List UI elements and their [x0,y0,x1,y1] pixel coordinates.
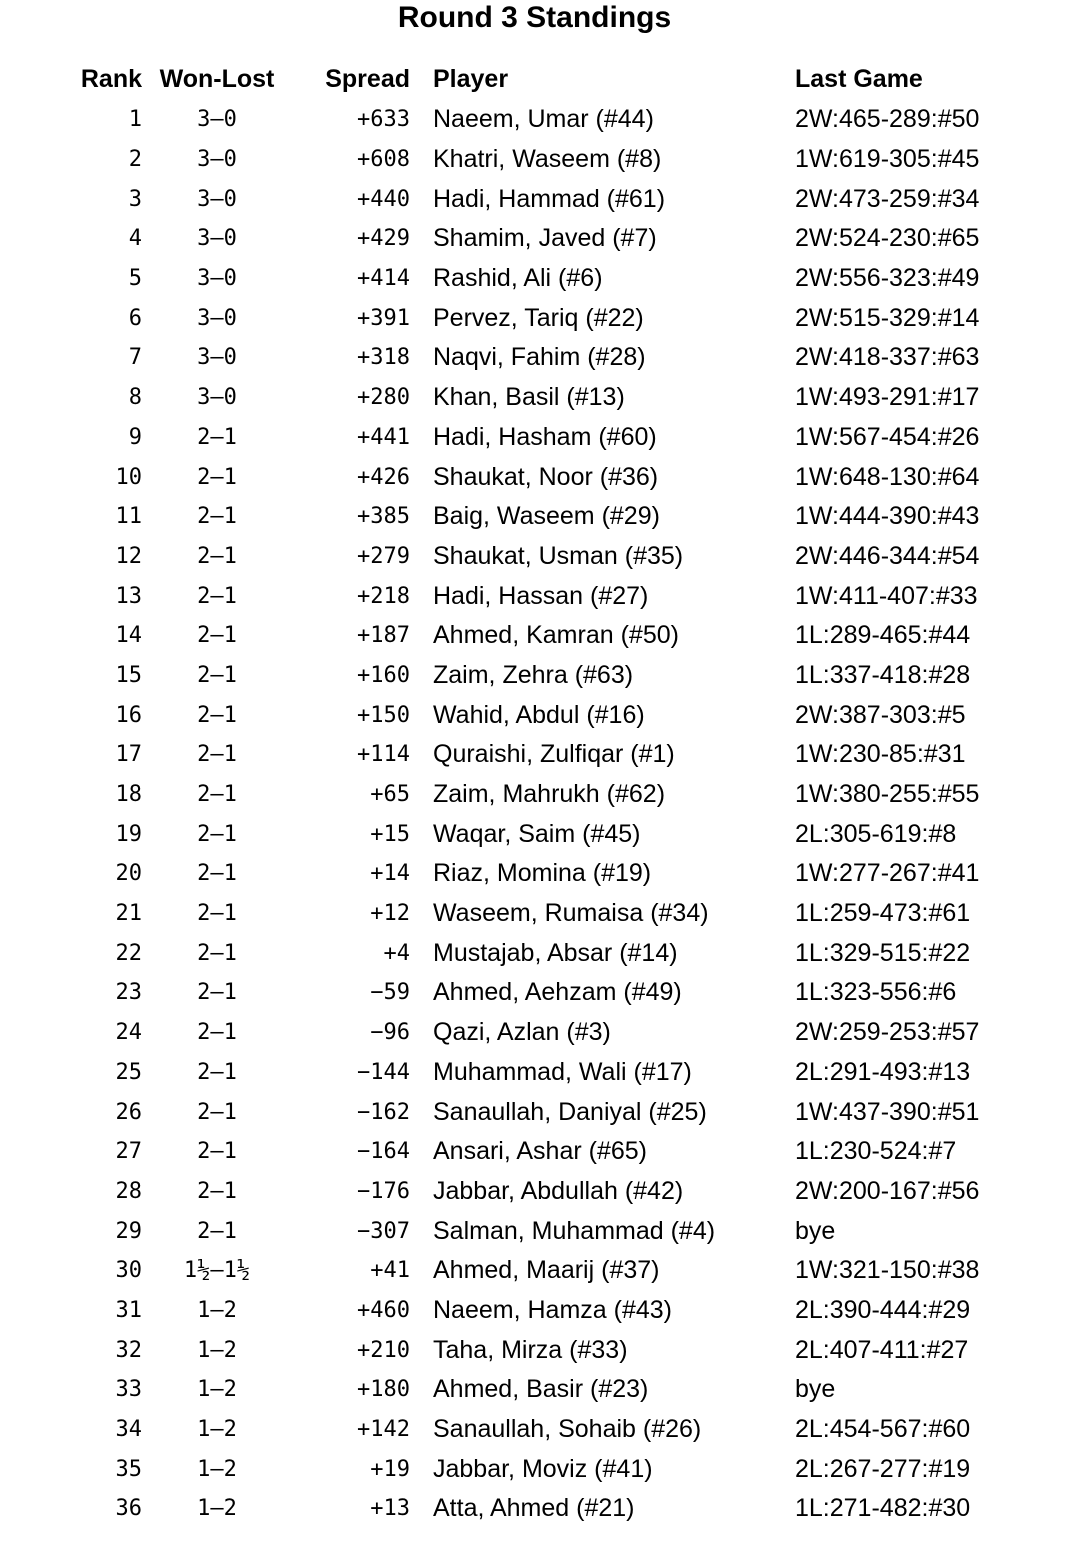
rank-cell: 5 [128,266,142,292]
last-game-cell: 2L:291-493:#13 [795,1057,971,1086]
last-game-cell: 1L:230-524:#7 [795,1137,957,1166]
last-game-cell: 2W:387-303:#5 [795,700,966,729]
table-row [62,378,979,418]
player-cell: Hadi, Hasham (#60) [433,422,657,451]
table-header-row [62,58,979,100]
spread-cell: +19 [370,1456,410,1482]
last-game-cell: 2W:200-167:#56 [795,1176,980,1205]
won-lost-cell: 3–0 [197,305,237,331]
table-row [62,1449,979,1489]
table-row [62,616,979,656]
spread-cell: +385 [357,504,410,530]
spread-cell: +414 [357,266,410,292]
last-game-cell: 1W:437-390:#51 [795,1097,980,1126]
player-cell: Ahmed, Kamran (#50) [433,621,679,650]
spread-cell: +318 [357,345,410,371]
rank-cell: 28 [115,1178,142,1204]
rank-cell: 13 [115,583,142,609]
table-row [62,576,979,616]
page-title: Round 3 Standings [397,1,672,34]
player-cell: Hadi, Hammad (#61) [433,184,666,213]
player-cell: Jabbar, Abdullah (#42) [433,1176,684,1205]
table-row [62,814,979,854]
player-cell: Zaim, Mahrukh (#62) [433,780,666,809]
spread-cell: +441 [357,424,410,450]
player-cell: Hadi, Hassan (#27) [433,581,649,610]
table-row [62,1489,979,1529]
table-row [62,1211,979,1251]
rank-cell: 29 [115,1218,142,1244]
spread-cell: +279 [357,543,410,569]
won-lost-cell: 2–1 [197,1020,237,1046]
won-lost-cell: 2–1 [197,464,237,490]
table-row [62,894,979,934]
last-game-cell: 1L:271-482:#30 [795,1494,971,1523]
last-game-cell: 1W:648-130:#64 [795,462,980,491]
spread-cell: +187 [357,623,410,649]
player-cell: Jabbar, Moviz (#41) [433,1454,653,1483]
table-row [62,497,979,537]
last-game-cell: 2L:267-277:#19 [795,1454,971,1483]
table-row [62,854,979,894]
standings-table [62,58,979,1529]
last-game-cell: 1W:567-454:#26 [795,422,980,451]
player-cell: Mustajab, Absar (#14) [433,938,678,967]
spread-cell: +14 [370,861,410,887]
spread-cell: +280 [357,385,410,411]
player-cell: Ahmed, Aehzam (#49) [433,978,682,1007]
table-row [62,418,979,458]
rank-cell: 3 [128,186,142,212]
table-row [62,1013,979,1053]
won-lost-cell: 3–0 [197,266,237,292]
won-lost-cell: 2–1 [197,1059,237,1085]
spread-cell: +160 [357,662,410,688]
last-game-cell: 1W:411-407:#33 [795,581,978,610]
won-lost-cell: 1–2 [197,1377,237,1403]
player-cell: Shamim, Javed (#7) [433,224,657,253]
last-game-cell: bye [795,1216,836,1245]
rank-cell: 1 [128,107,142,133]
won-lost-cell: 3–0 [197,385,237,411]
table-row [62,1132,979,1172]
spread-cell: −164 [357,1139,410,1165]
spread-cell: −144 [357,1059,410,1085]
last-game-cell: 2W:473-259:#34 [795,184,980,213]
player-cell: Sanaullah, Daniyal (#25) [433,1097,707,1126]
won-lost-cell: 3–0 [197,345,237,371]
last-game-cell: 2W:446-344:#54 [795,541,980,570]
rank-cell: 17 [115,742,142,768]
spread-cell: +210 [357,1337,410,1363]
player-cell: Salman, Muhammad (#4) [433,1216,716,1245]
table-row [62,259,979,299]
spread-cell: −307 [357,1218,410,1244]
won-lost-cell: 2–1 [197,742,237,768]
player-cell: Ahmed, Basir (#23) [433,1375,649,1404]
player-cell: Khan, Basil (#13) [433,383,625,412]
player-cell: Shaukat, Noor (#36) [433,462,659,491]
table-row [62,1092,979,1132]
won-lost-cell: 1–2 [197,1297,237,1323]
won-lost-cell: 2–1 [197,662,237,688]
table-row [62,219,979,259]
player-cell: Wahid, Abdul (#16) [433,700,645,729]
rank-cell: 9 [128,424,142,450]
won-lost-cell: 1–2 [197,1496,237,1522]
spread-cell: +391 [357,305,410,331]
last-game-cell: 2W:524-230:#65 [795,224,980,253]
table-row [62,338,979,378]
last-game-cell: 2W:556-323:#49 [795,264,980,293]
player-cell: Waqar, Saim (#45) [433,819,641,848]
last-game-cell: 1W:444-390:#43 [795,502,980,531]
won-lost-cell: 1½–1½ [183,1258,251,1284]
rank-cell: 6 [128,305,142,331]
column-header-last-game: Last Game [795,64,923,93]
won-lost-cell: 2–1 [197,702,237,728]
last-game-cell: bye [795,1375,836,1404]
column-header-spread: Spread [325,64,410,93]
last-game-cell: 1W:321-150:#38 [795,1256,980,1285]
rank-cell: 16 [115,702,142,728]
column-header-player: Player [433,64,509,93]
spread-cell: +440 [357,186,410,212]
table-row [62,537,979,577]
won-lost-cell: 2–1 [197,861,237,887]
table-row [62,1370,979,1410]
spread-cell: +608 [357,147,410,173]
rank-cell: 27 [115,1139,142,1165]
column-header-rank: Rank [80,64,142,93]
won-lost-cell: 2–1 [197,1218,237,1244]
spread-cell: +180 [357,1377,410,1403]
last-game-cell: 2W:515-329:#14 [795,303,980,332]
player-cell: Sanaullah, Sohaib (#26) [433,1415,702,1444]
player-cell: Ahmed, Maarij (#37) [433,1256,660,1285]
rank-cell: 26 [115,1099,142,1125]
rank-cell: 18 [115,782,142,808]
player-cell: Naeem, Hamza (#43) [433,1295,672,1324]
rank-cell: 25 [115,1059,142,1085]
spread-cell: +460 [357,1297,410,1323]
spread-cell: +142 [357,1417,410,1443]
player-cell: Zaim, Zehra (#63) [433,660,634,689]
won-lost-cell: 2–1 [197,543,237,569]
rank-cell: 31 [115,1297,142,1323]
last-game-cell: 2L:305-619:#8 [795,819,957,848]
rank-cell: 20 [115,861,142,887]
rank-cell: 2 [128,147,142,173]
player-cell: Atta, Ahmed (#21) [433,1494,635,1523]
player-cell: Naeem, Umar (#44) [433,105,654,134]
spread-cell: −59 [370,980,410,1006]
rank-cell: 24 [115,1020,142,1046]
won-lost-cell: 2–1 [197,1139,237,1165]
rank-cell: 36 [115,1496,142,1522]
won-lost-cell: 2–1 [197,583,237,609]
won-lost-cell: 2–1 [197,1178,237,1204]
rank-cell: 8 [128,385,142,411]
player-cell: Riaz, Momina (#19) [433,859,652,888]
table-row [62,140,979,180]
last-game-cell: 1W:230-85:#31 [795,740,966,769]
spread-cell: −176 [357,1178,410,1204]
rank-cell: 21 [115,901,142,927]
table-row [62,179,979,219]
rank-cell: 35 [115,1456,142,1482]
last-game-cell: 2W:259-253:#57 [795,1018,980,1047]
last-game-cell: 2L:407-411:#27 [795,1335,969,1364]
last-game-cell: 1L:289-465:#44 [795,621,971,650]
won-lost-cell: 1–2 [197,1456,237,1482]
rank-cell: 14 [115,623,142,649]
won-lost-cell: 3–0 [197,186,237,212]
rank-cell: 22 [115,940,142,966]
player-cell: Baig, Waseem (#29) [433,502,660,531]
won-lost-cell: 2–1 [197,1099,237,1125]
table-row [62,457,979,497]
won-lost-cell: 2–1 [197,424,237,450]
player-cell: Ansari, Ashar (#65) [433,1137,647,1166]
rank-cell: 12 [115,543,142,569]
won-lost-cell: 1–2 [197,1337,237,1363]
table-row [62,1172,979,1212]
table-row [62,100,979,140]
rank-cell: 11 [115,504,142,530]
spread-cell: +114 [357,742,410,768]
player-cell: Taha, Mirza (#33) [433,1335,628,1364]
table-row [62,1330,979,1370]
won-lost-cell: 2–1 [197,980,237,1006]
table-row [62,298,979,338]
table-row [62,735,979,775]
rank-cell: 10 [115,464,142,490]
last-game-cell: 2W:465-289:#50 [795,105,980,134]
rank-cell: 7 [128,345,142,371]
won-lost-cell: 2–1 [197,940,237,966]
rank-cell: 33 [115,1377,142,1403]
player-cell: Waseem, Rumaisa (#34) [433,899,709,928]
table-row [62,1291,979,1331]
last-game-cell: 1W:493-291:#17 [795,383,980,412]
table-row [62,1053,979,1093]
rank-cell: 19 [115,821,142,847]
spread-cell: +218 [357,583,410,609]
spread-cell: +65 [370,782,410,808]
spread-cell: −96 [370,1020,410,1046]
won-lost-cell: 2–1 [197,901,237,927]
player-cell: Rashid, Ali (#6) [433,264,603,293]
won-lost-cell: 2–1 [197,782,237,808]
player-cell: Pervez, Tariq (#22) [433,303,644,332]
rank-cell: 30 [115,1258,142,1284]
rank-cell: 15 [115,662,142,688]
spread-cell: +12 [370,901,410,927]
won-lost-cell: 1–2 [197,1417,237,1443]
last-game-cell: 1L:323-556:#6 [795,978,957,1007]
last-game-cell: 2L:454-567:#60 [795,1415,971,1444]
last-game-cell: 1W:619-305:#45 [795,145,980,174]
last-game-cell: 2W:418-337:#63 [795,343,980,372]
won-lost-cell: 2–1 [197,821,237,847]
won-lost-cell: 3–0 [197,226,237,252]
last-game-cell: 2L:390-444:#29 [795,1295,971,1324]
table-row [62,1251,979,1291]
table-row [62,1410,979,1450]
won-lost-cell: 2–1 [197,623,237,649]
player-cell: Khatri, Waseem (#8) [433,145,662,174]
last-game-cell: 1L:329-515:#22 [795,938,971,967]
spread-cell: +4 [383,940,410,966]
table-row [62,656,979,696]
last-game-cell: 1W:277-267:#41 [795,859,980,888]
table-row [62,933,979,973]
standings-rows [62,100,979,1529]
table-row [62,973,979,1013]
won-lost-cell: 2–1 [197,504,237,530]
rank-cell: 23 [115,980,142,1006]
last-game-cell: 1L:337-418:#28 [795,660,971,689]
spread-cell: +41 [370,1258,410,1284]
spread-cell: +13 [370,1496,410,1522]
rank-cell: 4 [128,226,142,252]
column-header-won-lost: Won-Lost [159,64,275,93]
last-game-cell: 1L:259-473:#61 [795,899,971,928]
rank-cell: 34 [115,1417,142,1443]
spread-cell: +633 [357,107,410,133]
player-cell: Naqvi, Fahim (#28) [433,343,646,372]
spread-cell: +426 [357,464,410,490]
spread-cell: +15 [370,821,410,847]
player-cell: Quraishi, Zulfiqar (#1) [433,740,675,769]
player-cell: Muhammad, Wali (#17) [433,1057,692,1086]
won-lost-cell: 3–0 [197,107,237,133]
spread-cell: +150 [357,702,410,728]
player-cell: Qazi, Azlan (#3) [433,1018,611,1047]
player-cell: Shaukat, Usman (#35) [433,541,684,570]
spread-cell: +429 [357,226,410,252]
won-lost-cell: 3–0 [197,147,237,173]
spread-cell: −162 [357,1099,410,1125]
table-row [62,695,979,735]
last-game-cell: 1W:380-255:#55 [795,780,980,809]
rank-cell: 32 [115,1337,142,1363]
table-row [62,775,979,815]
